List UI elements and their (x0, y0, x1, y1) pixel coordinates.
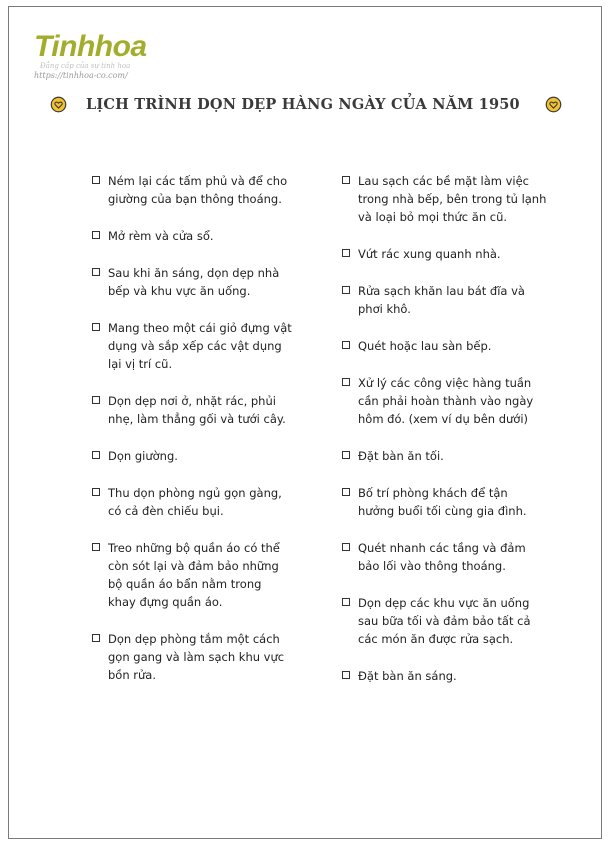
task-text: Dọn dẹp nơi ở, nhặt rác, phủi nhẹ, làm thẳng gối và tưới cây. (108, 394, 286, 426)
logo-url: https://tinhhoa-co.com/ (34, 71, 128, 80)
task-item (342, 667, 547, 685)
checkbox-icon[interactable] (342, 286, 350, 294)
checkbox-icon[interactable] (342, 543, 350, 551)
task-item (92, 484, 292, 520)
task-item (342, 337, 547, 355)
task-item (342, 282, 547, 318)
task-item (92, 264, 292, 300)
task-item (342, 172, 547, 226)
task-text: Dọn dẹp các khu vực ăn uống sau bữa tối và đảm bảo tất cả các món ăn được rửa sạch. (358, 596, 531, 646)
checkbox-icon[interactable] (342, 451, 350, 459)
checkbox-icon[interactable] (92, 543, 100, 551)
task-text: Ném lại các tấm phủ và để cho giường của bạn thông thoáng. (108, 174, 288, 206)
task-text: Đặt bàn ăn sáng. (358, 669, 457, 683)
task-item (92, 227, 292, 245)
task-text: Dọn dẹp phòng tắm một cách gọn gang và làm sạch khu vực bồn rửa. (108, 632, 285, 682)
task-item (342, 447, 547, 465)
task-item (342, 594, 547, 648)
checkbox-icon[interactable] (92, 634, 100, 642)
task-item (92, 447, 292, 465)
checkbox-icon[interactable] (342, 598, 350, 606)
task-text: Mang theo một cái giỏ đựng vật dụng và sắp xếp các vật dụng lại vị trí cũ. (108, 321, 292, 371)
task-item (92, 539, 292, 611)
heart-icon (545, 96, 562, 113)
logo-tagline: Đẳng cấp của sự tinh hoa (40, 62, 131, 70)
page-title: LỊCH TRÌNH DỌN DẸP HÀNG NGÀY CỦA NĂM 1950 (86, 96, 520, 113)
task-text: Dọn giường. (108, 449, 178, 463)
task-item (92, 172, 292, 208)
checkbox-icon[interactable] (92, 396, 100, 404)
task-text: Mở rèm và cửa sổ. (108, 229, 214, 243)
checkbox-icon[interactable] (92, 176, 100, 184)
task-item (92, 630, 292, 684)
task-item (342, 374, 547, 428)
checkbox-icon[interactable] (92, 323, 100, 331)
task-item (342, 484, 547, 520)
task-text: Bố trí phòng khách để tận hưởng buổi tối cùng gia đình. (358, 486, 527, 518)
task-text: Đặt bàn ăn tối. (358, 449, 444, 463)
logo-wordmark: Tinhhoa (34, 30, 147, 63)
checkbox-icon[interactable] (92, 451, 100, 459)
checkbox-icon[interactable] (342, 378, 350, 386)
checkbox-icon[interactable] (92, 231, 100, 239)
checkbox-icon[interactable] (342, 176, 350, 184)
task-text: Quét nhanh các tầng và đảm bảo lối vào thông thoáng. (358, 541, 526, 573)
checkbox-icon[interactable] (342, 488, 350, 496)
task-text: Rửa sạch khăn lau bát đĩa và phơi khô. (358, 284, 525, 316)
tinhhoa-logo (34, 32, 184, 84)
task-text: Xử lý các công việc hàng tuần cần phải hoàn thành vào ngày hôm đó. (xem ví dụ bên dưới) (358, 376, 534, 426)
task-text: Vứt rác xung quanh nhà. (358, 247, 501, 261)
task-item (342, 245, 547, 263)
task-item (92, 319, 292, 373)
task-column-right (342, 172, 547, 704)
checkbox-icon[interactable] (342, 249, 350, 257)
task-text: Sau khi ăn sáng, dọn dẹp nhà bếp và khu vực ăn uống. (108, 266, 280, 298)
checkbox-icon[interactable] (342, 671, 350, 679)
task-text: Thu dọn phòng ngủ gọn gàng, có cả đèn chiếu bụi. (108, 486, 282, 518)
task-text: Quét hoặc lau sàn bếp. (358, 339, 492, 353)
task-item (342, 539, 547, 575)
checkbox-icon[interactable] (342, 341, 350, 349)
title-row (50, 94, 562, 118)
heart-icon (50, 96, 67, 113)
task-item (92, 392, 292, 428)
task-text: Treo những bộ quần áo có thể còn sót lại và đảm bảo những bộ quần áo bẩn nằm trong khay đựng quần áo. (108, 541, 280, 609)
task-column-left (92, 172, 292, 703)
task-text: Lau sạch các bề mặt làm việc trong nhà bếp, bên trong tủ lạnh và loại bỏ mọi thức ăn cũ. (358, 174, 547, 224)
checkbox-icon[interactable] (92, 488, 100, 496)
checkbox-icon[interactable] (92, 268, 100, 276)
